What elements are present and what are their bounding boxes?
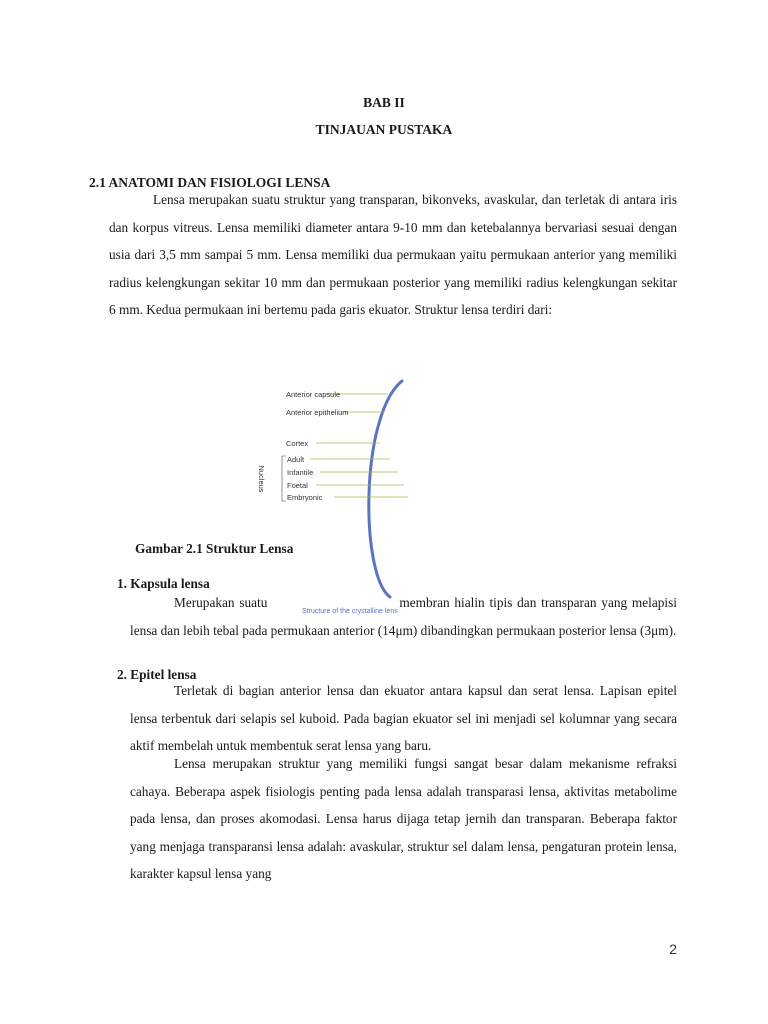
label-nucleus: Nucleus	[257, 465, 266, 493]
lens-structure-figure	[240, 375, 440, 620]
figure-caption: Gambar 2.1 Struktur Lensa	[135, 541, 294, 556]
nucleus-bracket	[282, 456, 286, 501]
epitel-paragraph	[130, 677, 677, 760]
label-cortex: Cortex	[286, 439, 309, 448]
epitel-paragraph-text: Terletak di bagian anterior lensa dan ekuator antara kapsul dan serat lensa. Lapisan epitel lensa terbentuk dari selapis sel kuboid. Pada bagian ekuator sel ini menjadi sel kolumnar yang secara aktif membelah untuk membentuk serat lensa yang baru.	[130, 683, 677, 753]
lens-curve	[369, 381, 402, 597]
section-heading: 2.1 ANATOMI DAN FISIOLOGI LENSA	[89, 175, 331, 190]
lens-structure-diagram	[240, 375, 440, 620]
kapsula-heading: 1. Kapsula lensa	[117, 576, 210, 591]
label-anterior-epithelium: Anterior epithelium	[286, 408, 349, 417]
label-foetal: Foetal	[287, 481, 308, 490]
image-caption: Structure of the crystalline lens	[302, 608, 398, 615]
label-infantile: Infantile	[287, 468, 314, 477]
fungsi-paragraph	[130, 750, 677, 888]
intro-paragraph-text: Lensa merupakan suatu struktur yang transparan, bikonveks, avaskular, dan terletak di antara iris dan korpus vitreus. Lensa memiliki diameter antara 9-10 mm dan ketebalannya bervariasi sesuai dengan usia dari 3,5 mm sampai 5 mm. Lensa memiliki dua permukaan yaitu permukaan anterior yang memiliki radius kelengkungan sekitar 10 mm dan permukaan posterior yang memiliki radius kelengkungan sekitar 6 mm. Kedua permukaan ini bertemu pada garis ekuator. Struktur lensa terdiri dari:	[109, 192, 677, 317]
label-embryonic: Embryonic	[287, 493, 323, 502]
chapter-label: BAB II	[363, 95, 405, 110]
label-anterior-capsule: Anterior capsule	[286, 390, 341, 399]
kapsula-text-before: Merupakan suatu	[174, 595, 268, 610]
chapter-title: TINJAUAN PUSTAKA	[315, 122, 453, 137]
label-adult: Adult	[287, 455, 305, 464]
epitel-heading: 2. Epitel lensa	[117, 667, 197, 682]
fungsi-paragraph-text: Lensa merupakan struktur yang memiliki fungsi sangat besar dalam mekanisme refraksi cahaya. Beberapa aspek fisiologis penting pada lensa adalah transparasi lensa, aktivitas metabolime pada lensa, dan proses akomodasi. Lensa harus dijaga tetap jernih dan transparan. Beberapa faktor yang menjaga transparansi lensa adalah: avaskular, struktur sel dalam lensa, pengaturan protein lensa, karakter kapsul lensa yang	[130, 756, 677, 881]
page-number: 2	[669, 941, 677, 957]
kapsula-text-after: membran hialin tipis dan transparan yang melapisi lensa dan lebih tebal pada permukaan anterior (14μm) dibandingkan permukaan posterior lensa (3μm).	[130, 595, 677, 638]
intro-paragraph	[109, 186, 677, 324]
kapsula-paragraph	[130, 589, 677, 644]
